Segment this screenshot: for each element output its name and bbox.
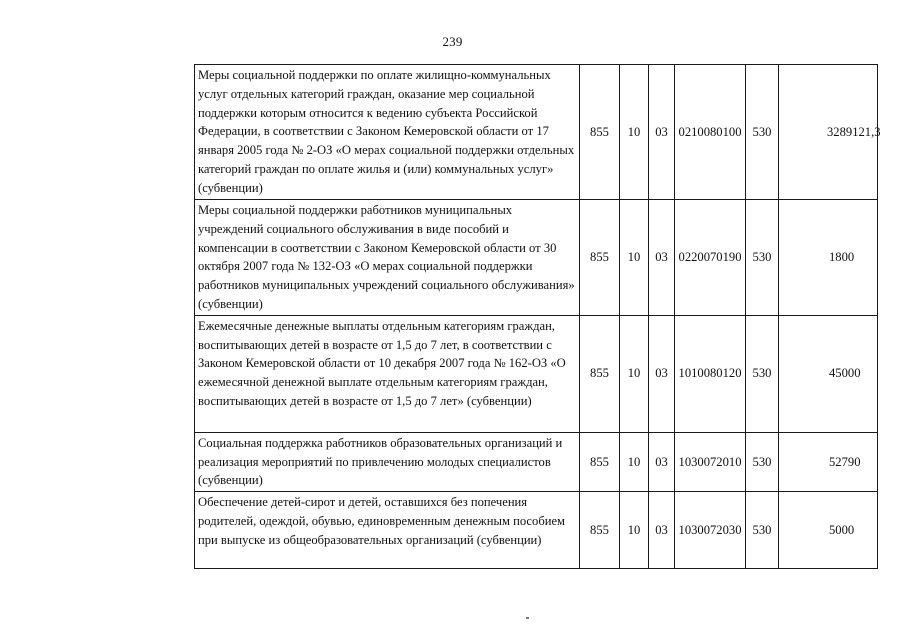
ministry-code: 855: [580, 492, 620, 569]
expense-description: Меры социальной поддержки по оплате жилищно-коммунальных услуг отдельных категорий граждан, оказание мер социальной поддержки которым относится к ведению субъекта Российской Федерации, в соответствии с Законом Кемеровской области от 17 января 2005 года № 2-ОЗ «О мерах социальной поддержки отдельных категорий граждан по оплате жилья и (или) коммунальных услуг» (субвенции): [195, 65, 580, 200]
subsection-code: 03: [649, 65, 675, 200]
ministry-code: 855: [580, 432, 620, 491]
expense-description: Обеспечение детей-сирот и детей, оставшихся без попечения родителей, одеждой, обувью, единовременным денежным пособием при выпуске из общеобразовательных организаций (субвенции): [195, 492, 580, 569]
amount-value: 3289121,3: [779, 65, 878, 200]
amount-value: 52790: [779, 432, 878, 491]
table-row: [195, 492, 878, 569]
table-row: [195, 315, 878, 432]
amount-value: 5000: [779, 492, 878, 569]
expense-description: Меры социальной поддержки работников муниципальных учреждений социального обслуживания в виде пособий и компенсации в соответствии с Законом Кемеровской области от 30 октября 2007 года № 132-ОЗ «О мерах социальной поддержки работников муниципальных учреждений социального обслуживания» (субвенции): [195, 200, 580, 316]
expense-description: Ежемесячные денежные выплаты отдельным категориям граждан, воспитывающих детей в возрасте от 1,5 до 7 лет, в соответствии с Законом Кемеровской области от 10 декабря 2007 года № 162-ОЗ «О ежемесячной денежной выплате отдельным категориям граждан, воспитывающих детей в возрасте от 1,5 до 7 лет» (субвенции): [195, 315, 580, 432]
section-code: 10: [620, 315, 649, 432]
table-row: [195, 65, 878, 200]
target-article-code: 1030072030: [675, 492, 746, 569]
target-article-code: 1010080120: [675, 315, 746, 432]
table-row: [195, 200, 878, 316]
subsection-code: 03: [649, 492, 675, 569]
expense-type-code: 530: [746, 492, 779, 569]
expense-description: Социальная поддержка работников образовательных организаций и реализация мероприятий по привлечению молодых специалистов (субвенции): [195, 432, 580, 491]
target-article-code: 0210080100: [675, 65, 746, 200]
table-row: [195, 432, 878, 491]
subsection-code: 03: [649, 432, 675, 491]
expense-type-code: 530: [746, 65, 779, 200]
expense-type-code: 530: [746, 432, 779, 491]
ministry-code: 855: [580, 315, 620, 432]
page-number: 239: [442, 34, 463, 49]
budget-table: [194, 64, 881, 569]
section-code: 10: [620, 432, 649, 491]
amount-value: 1800: [779, 200, 878, 316]
ministry-code: 855: [580, 65, 620, 200]
target-article-code: 1030072010: [675, 432, 746, 491]
scan-speck: [526, 617, 529, 619]
section-code: 10: [620, 65, 649, 200]
subsection-code: 03: [649, 200, 675, 316]
expense-type-code: 530: [746, 315, 779, 432]
amount-value: 45000: [779, 315, 878, 432]
target-article-code: 0220070190: [675, 200, 746, 316]
section-code: 10: [620, 492, 649, 569]
ministry-code: 855: [580, 200, 620, 316]
expense-type-code: 530: [746, 200, 779, 316]
subsection-code: 03: [649, 315, 675, 432]
section-code: 10: [620, 200, 649, 316]
